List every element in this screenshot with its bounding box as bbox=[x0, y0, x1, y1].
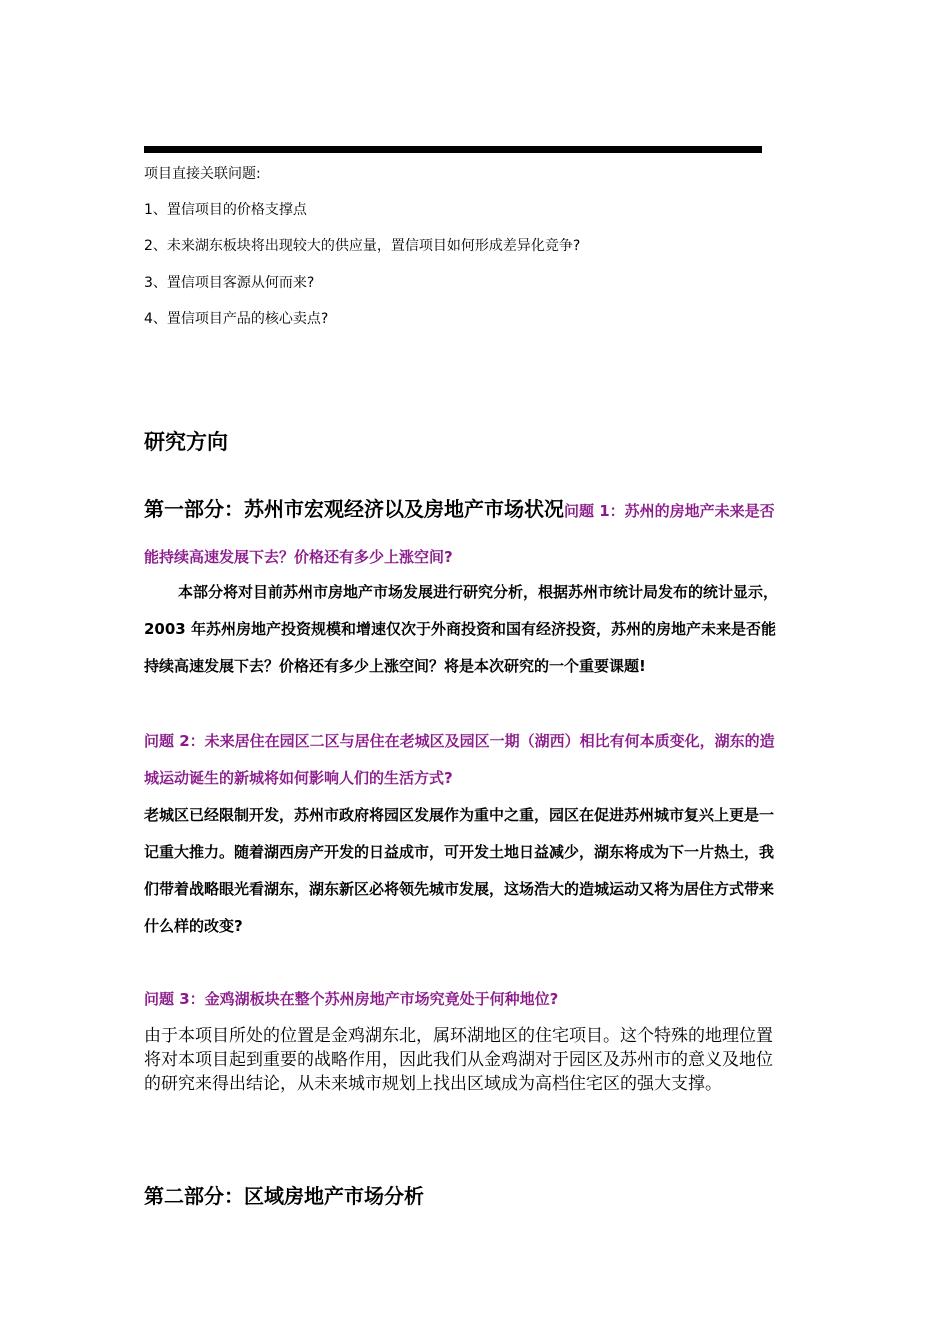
paragraph-2-line: 记重大推力。随着湖西房产开发的日益成市，可开发土地日益减少，湖东将成为下一片热土，我 bbox=[144, 843, 775, 861]
question-3: 问题 3：金鸡湖板块在整个苏州房地产市场究竟处于何种地位? bbox=[144, 990, 559, 1008]
question1-inline: 问题 1：苏州的房地产未来是否 bbox=[564, 502, 775, 520]
paragraph-2-line: 什么样的改变? bbox=[144, 917, 243, 935]
question-2-line-2: 城运动诞生的新城将如何影响人们的生活方式? bbox=[144, 769, 453, 787]
header-rule bbox=[144, 146, 762, 153]
intro-item-2: 2、未来湖东板块将出现较大的供应量，置信项目如何形成差异化竞争? bbox=[144, 238, 581, 254]
paragraph-1-line: 本部分将对目前苏州市房地产市场发展进行研究分析，根据苏州市统计局发布的统计显示， bbox=[178, 583, 779, 601]
paragraph-3-line: 将对本项目起到重要的战略作用，因此我们从金鸡湖对于园区及苏州市的意义及地位 bbox=[144, 1050, 773, 1070]
intro-item-1: 1、置信项目的价格支撑点 bbox=[144, 202, 307, 218]
question-2-line-1: 问题 2：未来居住在园区二区与居住在老城区及园区一期（湖西）相比有何本质变化，湖东的造 bbox=[144, 732, 775, 750]
paragraph-1 bbox=[144, 574, 856, 685]
paragraph-3 bbox=[144, 1024, 856, 1096]
paragraph-2-line: 们带着战略眼光看湖东，湖东新区必将领先城市发展，这场浩大的造城运动又将为居住方式带来 bbox=[144, 880, 775, 898]
paragraph-1-line: 2003 年苏州房地产投资规模和增速仅次于外商投资和国有经济投资，苏州的房地产未来是否能 bbox=[144, 620, 776, 638]
paragraph-3-line: 的研究来得出结论，从未来城市规划上找出区域成为高档住宅区的强大支撑。 bbox=[144, 1074, 722, 1094]
paragraph-2 bbox=[144, 797, 856, 945]
question1-continuation: 能持续高速发展下去？价格还有多少上涨空间? bbox=[144, 548, 453, 566]
paragraph-3-line: 由于本项目所处的位置是金鸡湖东北，属环湖地区的住宅项目。这个特殊的地理位置 bbox=[144, 1026, 773, 1046]
part1-title: 第一部分：苏州市宏观经济以及房地产市场状况 bbox=[144, 497, 564, 521]
intro-item-4: 4、置信项目产品的核心卖点? bbox=[144, 311, 329, 327]
intro-heading: 项目直接关联问题: bbox=[144, 166, 261, 182]
paragraph-2-line: 老城区已经限制开发，苏州市政府将园区发展作为重中之重，园区在促进苏州城市复兴上更是一 bbox=[144, 806, 775, 824]
research-heading: 研究方向 bbox=[144, 430, 228, 454]
part2-title: 第二部分：区域房地产市场分析 bbox=[144, 1184, 424, 1208]
intro-item-3: 3、置信项目客源从何而来? bbox=[144, 275, 315, 291]
paragraph-1-line: 持续高速发展下去？价格还有多少上涨空间？将是本次研究的一个重要课题! bbox=[144, 657, 646, 675]
part1-title-line bbox=[144, 495, 775, 523]
